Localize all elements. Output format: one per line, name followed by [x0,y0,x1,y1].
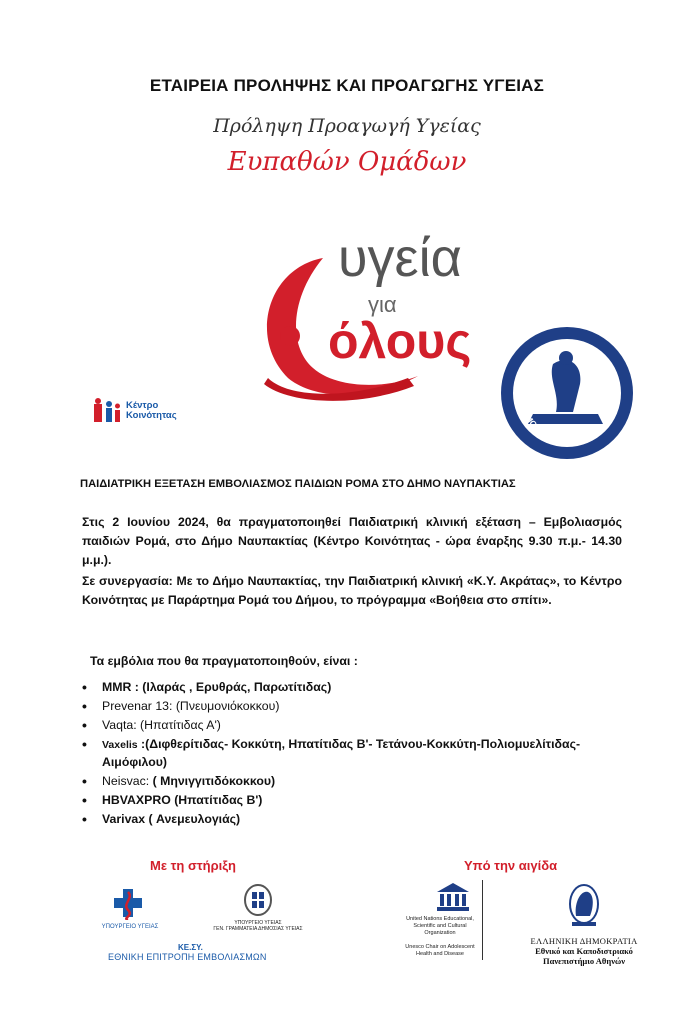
ministry-cross-icon [110,888,146,920]
university-name: Εθνικό και Καποδιστριακό Πανεπιστήμιο Αθηνών [535,946,633,966]
greek-emblem-icon [243,884,273,916]
ministry-health-logo [100,888,160,938]
dimos-nafpaktias-seal [498,324,636,462]
logo-word-gia: για [368,292,397,317]
kentro-label-line2: Κοινότητας [126,410,177,421]
greek-republic-label: ΕΛΛΗΝΙΚΗ ΔΗΜΟΚΡΑΤΙΑ [530,936,638,946]
unesco-org-label: United Nations Educational, Scientific and Cultural Organization [406,916,474,936]
seal-figure-head [559,351,573,365]
paragraph-event-date: Στις 2 Ιουνίου 2024, θα πραγματοποιηθεί Παιδιατρική κλινική εξέταση – Εμβολιασμός παιδιών Ρομά, στο Δήμο Ναυπακτίας (Κέντρο Κοινότητας - ώρα έναρξης 9.30 π.μ.- 14.30 μ.μ.). [82,515,622,567]
organization-title: ΕΤΑΙΡΕΙΑ ΠΡΟΛΗΨΗΣ ΚΑΙ ΠΡΟΑΓΩΓΗΣ ΥΓΕΙΑΣ [149,76,545,95]
unesco-chair-label: Unesco Chair on Adolescent Health and Disease [405,944,475,957]
ministry-label: ΥΠΟΥΡΓΕΙΟ ΥΓΕΙΑΣ [101,924,159,930]
vaccine-detail: (Ηπατίτιδας Β') [170,793,263,807]
seal-ship [528,414,603,424]
kentro-icon [94,398,122,426]
vaccines-list-title: Τα εμβόλια που θα πραγματοποιηθούν, είναι : [90,654,358,668]
tagline-line-1: Πρόληψη Προαγωγή Υγείας [213,115,481,137]
vaccination-committee-label: ΕΘΝΙΚΗ ΕΠΙΤΡΟΠΗ ΕΜΒΟΛΙΑΣΜΩΝ [108,952,267,962]
vaccine-name: MMR [102,680,132,694]
vaccine-detail: (Ηπατίτιδας Α') [136,718,221,732]
seal-text: ΔΗΜΟΣ ΝΑΥΠΑΚΤΙΑΣ [517,402,595,445]
university-athena-emblem [564,882,604,932]
kentro-label-line1: Κέντρο [126,400,159,411]
vaccine-name: Vaqta: [102,718,137,732]
support-label: Με τη στήριξη [150,858,236,873]
tagline-line-2: Ευπαθών Ομάδων [227,147,467,177]
ministry2-line2: ΓΕΝ. ΓΡΑΜΜΑΤΕΙΑ ΔΗΜΟΣΙΑΣ ΥΓΕΙΑΣ [213,926,303,932]
unesco-temple-icon [436,882,470,912]
figure-head [280,326,300,346]
announcement-heading: ΠΑΙΔΙΑΤΡΙΚΗ ΕΞΕΤΑΣΗ ΕΜΒΟΛΙΑΣΜΟΣ ΠΑΙΔΙΩΝ ΡΟΜΑ ΣΤΟ ΔΗΜΟ ΝΑΥΠΑΚΤΙΑΣ [80,478,516,490]
list-item [82,792,642,809]
vaccine-detail: ( Μηνιγγιτιδόκοκκου) [149,774,276,788]
vaccine-detail: ( Ανεμευλογιάς) [145,812,241,826]
logo-word-ygeia: υγεία [338,228,462,288]
logo-word-olous: όλους [328,313,472,369]
kentro-koinotitas-logo [94,396,194,428]
university-label [524,936,644,966]
ygeia-gia-olous-logo [228,228,496,406]
list-item [82,736,642,771]
ministry2-label [210,920,306,932]
aegis-label: Υπό την αιγίδα [464,858,558,873]
unesco-logo [398,880,508,970]
ministry2-line1: ΥΠΟΥΡΓΕΙΟ ΥΓΕΙΑΣ [234,920,282,926]
kentro-label [126,401,177,421]
vaccine-detail: (Πνευμονιόκοκκου) [172,699,280,713]
list-item [82,811,642,828]
kesy-label: ΚΕ.ΣΥ. [178,943,203,952]
vaccine-detail: : (Ιλαράς , Ερυθράς, Παρωτίτιδας) [131,680,332,694]
unesco-divider [482,880,483,960]
vaccines-list [82,679,642,830]
list-item [82,698,642,715]
vaccine-detail: :(Διφθερίτιδας- Κοκκύτη, Ηπατίτιδας Β'- Τετάνου-Κοκκύτη-Πολιομυελίτιδας-Αιμόφιλου) [102,737,581,769]
vaccine-name: HBVAXPRO [102,793,171,807]
paragraph-collaboration: Σε συνεργασία: Με το Δήμο Ναυπακτίας, την Παιδιατρική κλινική «Κ.Υ. Ακράτας», το Κέντρο Κοινότητας με Παράρτημα Ρομά του Δήμου, το πρόγραμμα «Βοήθεια στο σπίτι». [82,574,622,607]
vaccine-name: Varivax [102,812,146,826]
vaccine-name: Neisvac: [102,774,150,788]
list-item [82,679,642,696]
list-item [82,717,642,734]
vaccine-name: Prevenar 13: [102,699,173,713]
vaccine-name: Vaxelis [102,739,138,751]
ministry-gen-secretariat-logo [210,884,306,940]
list-item [82,773,642,790]
